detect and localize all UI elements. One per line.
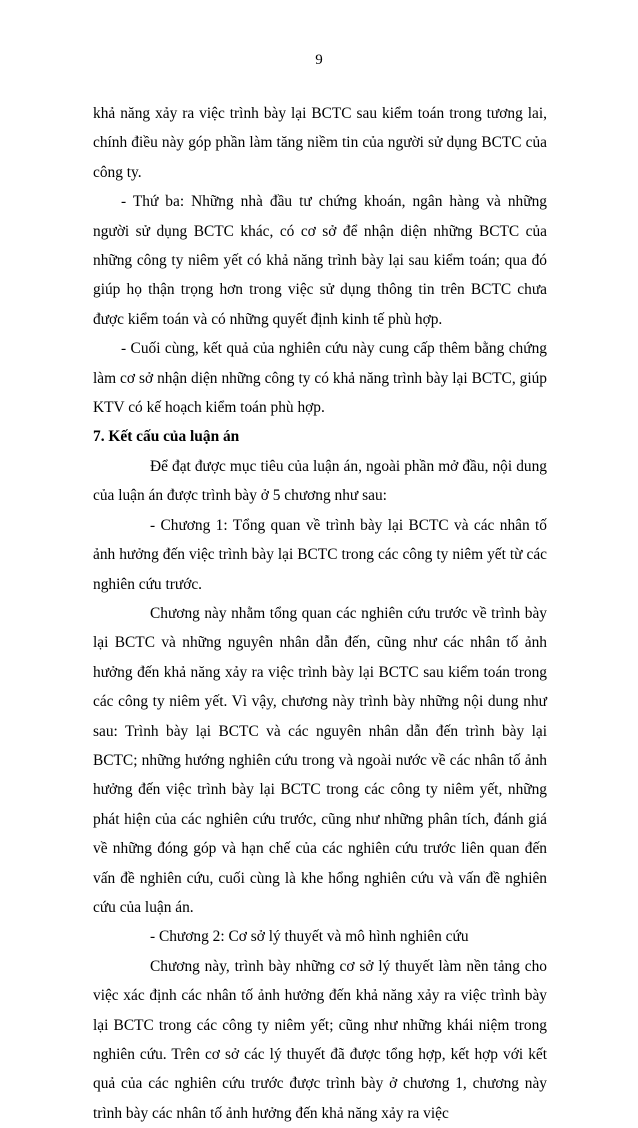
paragraph-chuong-1-desc: Chương này nhằm tổng quan các nghiên cứu trước về trình bày lại BCTC và những nguyên nhân dẫn đến, cũng như các nhân tố ảnh hưởng đến khả năng xảy ra việc trình bày lại BCTC sau kiểm toán trong các công ty niêm yết. Vì vậy, chương này trình bày những nội dung như sau: Trình bày lại BCTC và các nguyên nhân dẫn đến trình bày lại BCTC; những hướng nghiên cứu trong và ngoài nước về các nhân tố ảnh hưởng đến việc trình bày lại BCTC trong các công ty niêm yết, những phát hiện của các nghiên cứu trước, cũng như những phân tích, đánh giá về những đóng góp và hạn chế của các nghiên cứu trước liên quan đến vấn đề nghiên cứu, cuối cùng là khe hổng nghiên cứu và vấn đề nghiên cứu của luận án. [93,604,547,916]
paragraph-continuation: khả năng xảy ra việc trình bày lại BCTC sau kiểm toán trong tương lai, chính điều này góp phần làm tăng niềm tin của người sử dụng BCTC của công ty. [93,105,547,181]
paragraph-thu-ba: - Thứ ba: Những nhà đầu tư chứng khoán, ngân hàng và những người sử dụng BCTC khác, có cơ sở để nhận diện những BCTC của những công ty niêm yết có khả năng trình bày lại sau kiểm toán; qua đó giúp họ thận trọng hơn trong việc sử dụng thông tin trên BCTC chưa được kiểm toán và có những quyết định kinh tế phù hợp. [93,193,547,328]
paragraph-chuong-1: - Chương 1: Tổng quan về trình bày lại BCTC và các nhân tố ảnh hưởng đến việc trình bày lại BCTC trong các công ty niêm yết từ các nghiên cứu trước. [93,516,547,593]
paragraph-cuoi-cung: - Cuối cùng, kết quả của nghiên cứu này cung cấp thêm bằng chứng làm cơ sở nhận diện những công ty có khả năng trình bày lại BCTC, giúp KTV có kế hoạch kiểm toán phù hợp. [93,340,547,417]
paragraph-intro: Để đạt được mục tiêu của luận án, ngoài phần mở đầu, nội dung của luận án được trình bày ở 5 chương như sau: [93,457,547,505]
section-heading: 7. Kết cấu của luận án [93,428,240,446]
page-number: 9 [315,52,323,68]
paragraph-chuong-2: - Chương 2: Cơ sở lý thuyết và mô hình nghiên cứu [150,928,469,946]
paragraph-chuong-2-desc: Chương này, trình bày những cơ sở lý thuyết làm nền tảng cho việc xác định các nhân tố ảnh hưởng đến khả năng xảy ra việc trình bày lại BCTC trong các công ty niêm yết; cũng như những khái niệm trong nghiên cứu. Trên cơ sở các lý thuyết đã được tổng hợp, kết hợp với kết quả của các nghiên cứu trước được trình bày ở chương 1, chương này trình bày các nhân tố ảnh hưởng đến khả năng xảy ra việc [93,957,547,1122]
body-text [93,99,547,1128]
